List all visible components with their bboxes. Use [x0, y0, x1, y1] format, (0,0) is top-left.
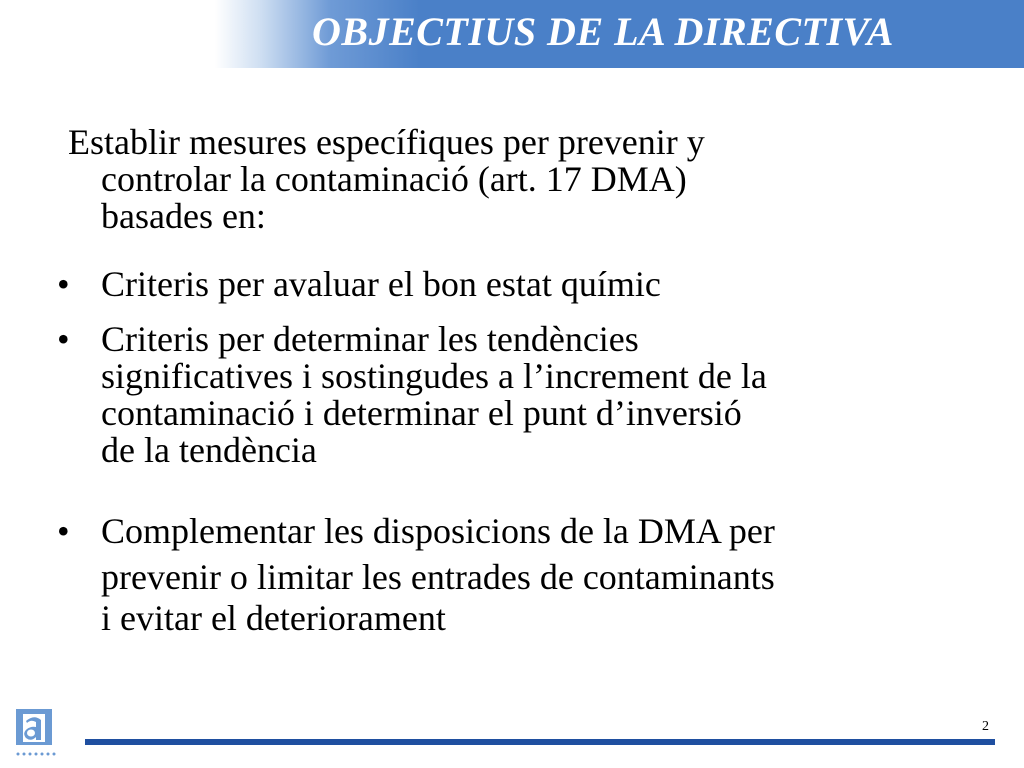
slide-title: OBJECTIUS DE LA DIRECTIVA: [312, 9, 894, 54]
agency-logo-icon: [14, 707, 66, 759]
intro-line-2: controlar la contaminació (art. 17 DMA): [101, 159, 687, 199]
bullet-3-line-2: prevenir o limitar les entrades de contaminants: [101, 557, 775, 597]
page-number: 2: [982, 719, 989, 734]
intro-paragraph: [68, 124, 948, 235]
bullet-3-line-1: Complementar les disposicions de la DMA per: [101, 511, 775, 551]
bullet-marker: •: [57, 511, 70, 551]
bullet-text-3: [101, 508, 961, 637]
bullet-2-line-2: significatives i sostingudes a l’increment de la: [101, 356, 767, 396]
intro-line-3: basades en:: [101, 196, 266, 236]
bullet-text-2: [101, 321, 961, 469]
bullet-1-line-1: Criteris per avaluar el bon estat químic: [101, 264, 661, 304]
bullet-2-line-4: de la tendència: [101, 430, 317, 470]
bullet-2-line-1: Criteris per determinar les tendències: [101, 319, 639, 359]
intro-line-1: Establir mesures específiques per prevenir y: [68, 122, 705, 162]
bullet-marker: •: [57, 264, 70, 304]
footer-divider: [85, 739, 995, 745]
bullet-2-line-3: contaminació i determinar el punt d’inversió: [101, 393, 742, 433]
bullet-text-1: [101, 266, 961, 303]
bullet-3-line-3: i evitar el deteriorament: [101, 598, 446, 638]
bullet-marker: •: [57, 319, 70, 359]
